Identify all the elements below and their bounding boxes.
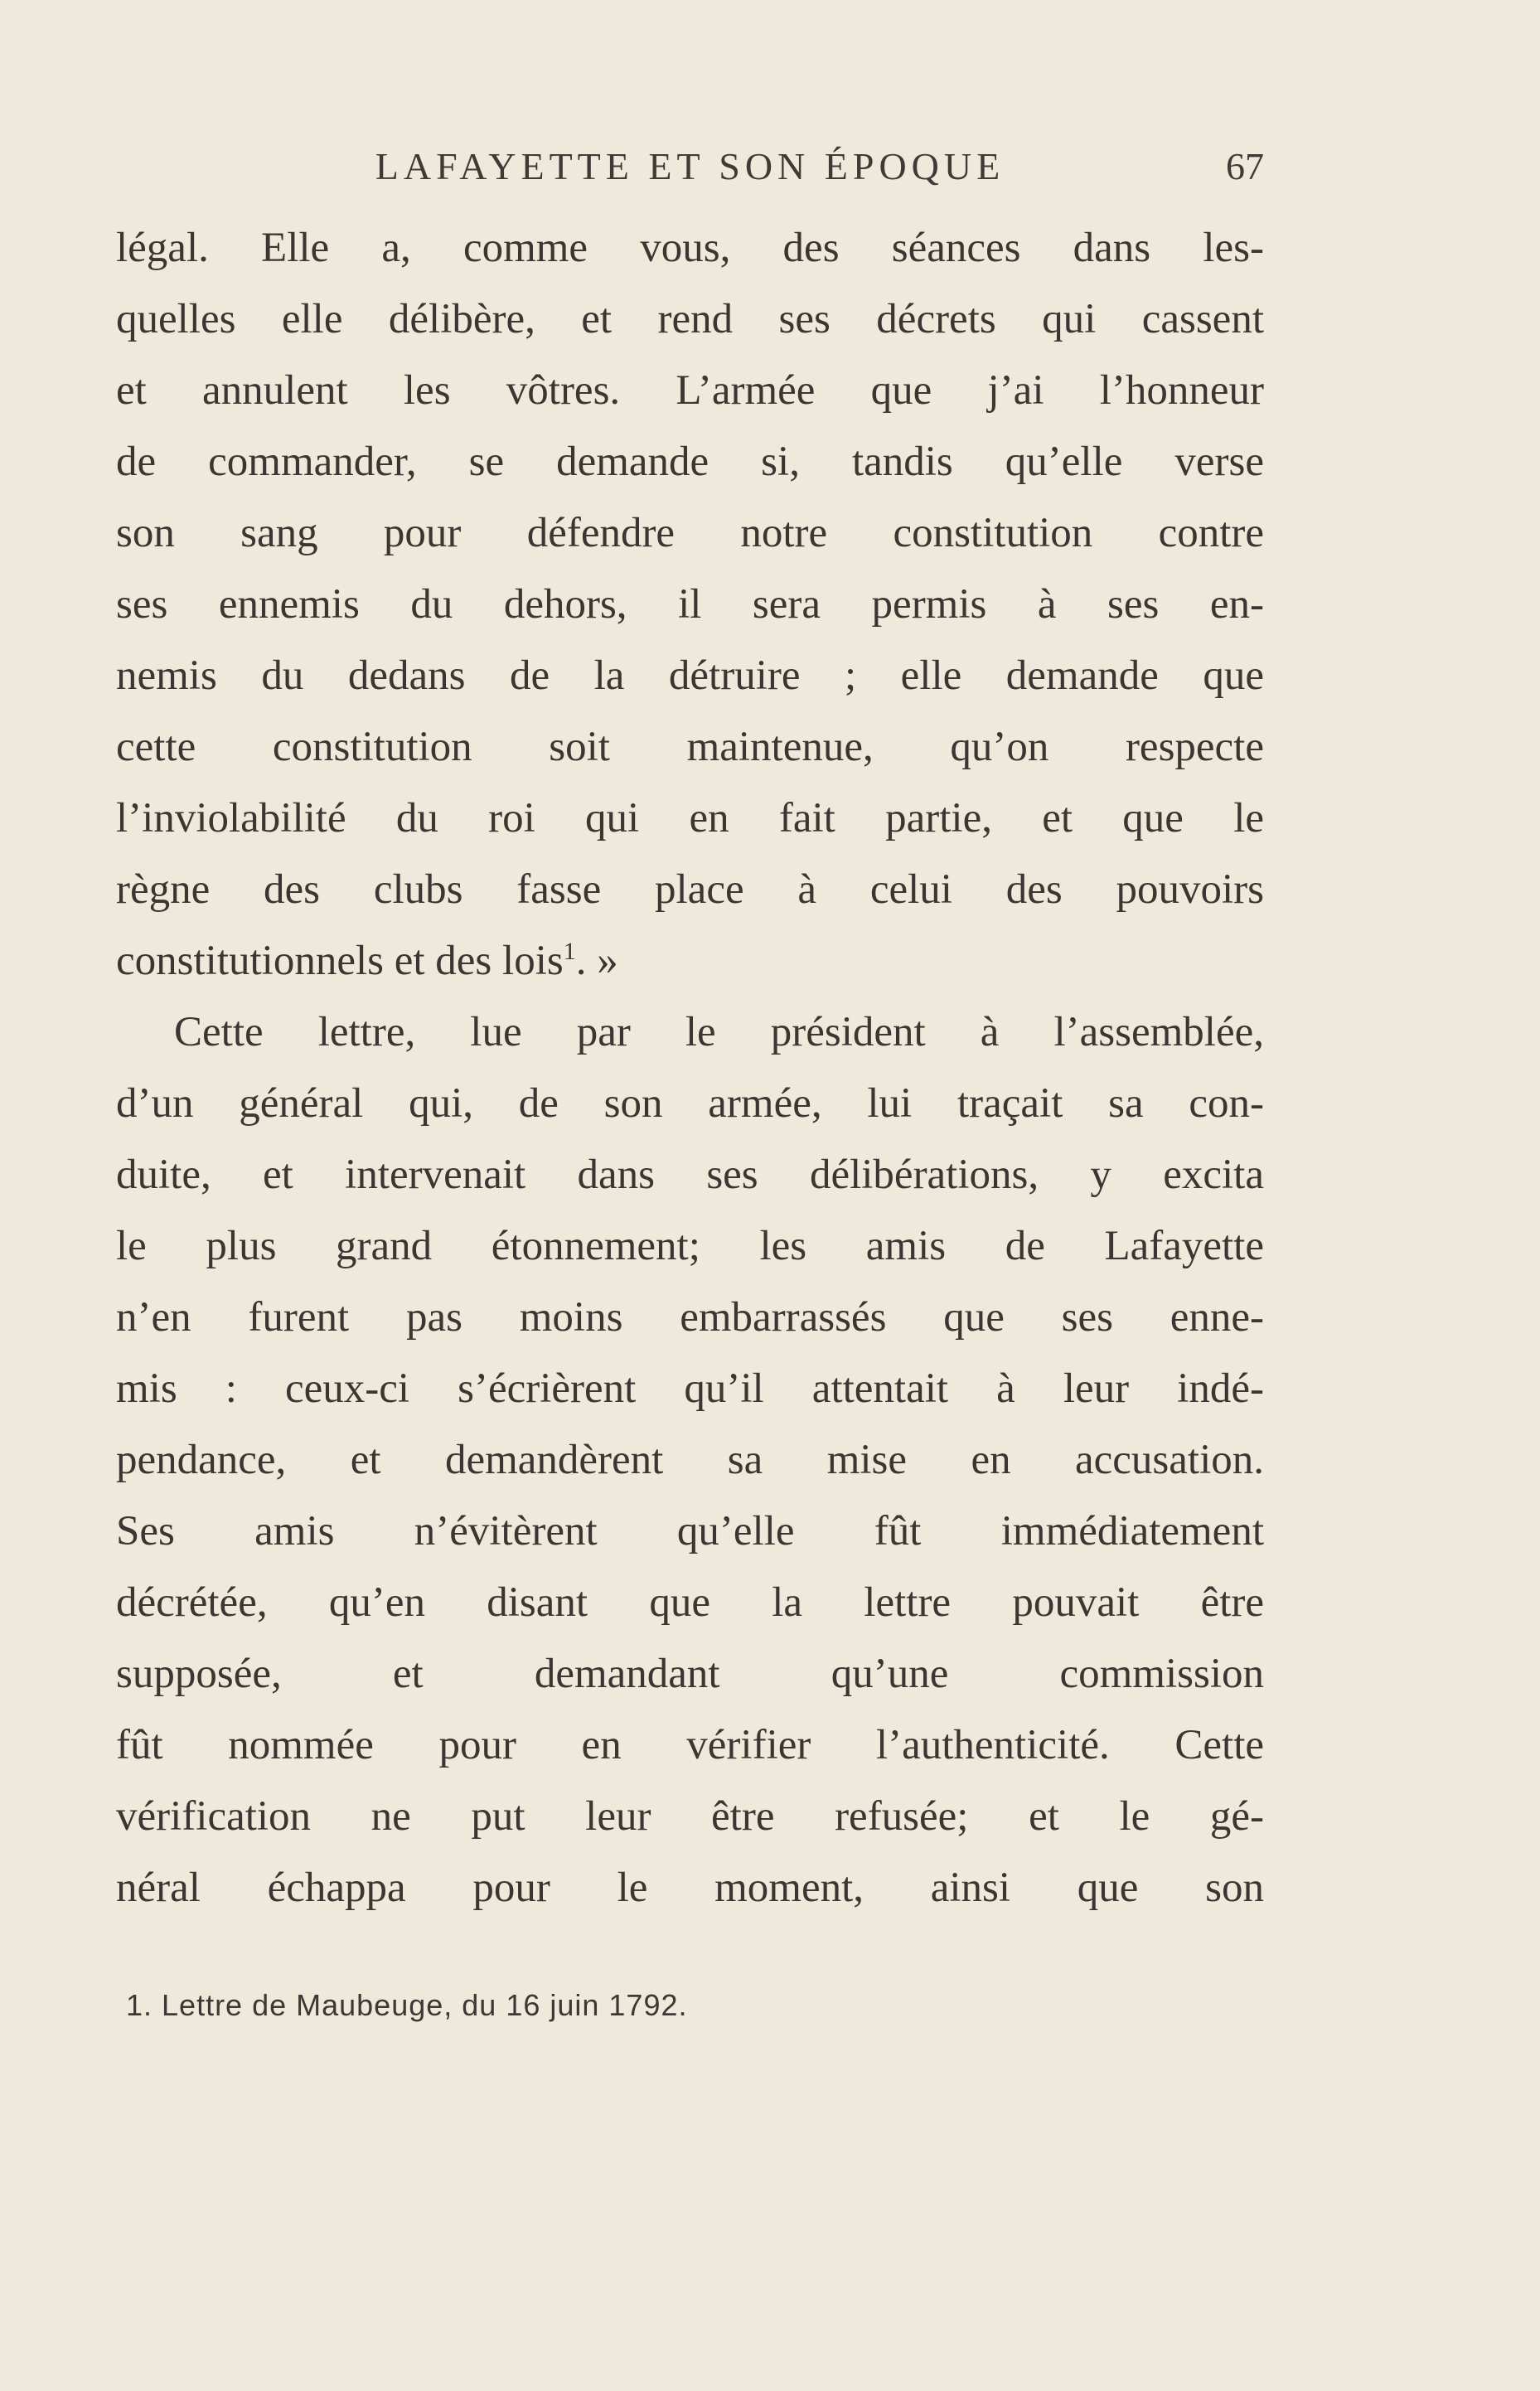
- paragraph-first-line: Cette lettre, lue par le président à l’assemblée,: [174, 1009, 1264, 1055]
- text-line: l’inviolabilité du roi qui en fait partie, et que le: [116, 795, 1264, 841]
- text-line: et annulent les vôtres. L’armée que j’ai l’honneur: [116, 367, 1264, 414]
- text-line: légal. Elle a, comme vous, des séances dans les-: [116, 225, 1264, 271]
- text-line: mis : ceux-ci s’écrièrent qu’il attentait à leur indé-: [116, 1365, 1264, 1412]
- footnote-reference: 1: [563, 938, 576, 965]
- running-head: [116, 139, 1264, 197]
- text-line: son sang pour défendre notre constitution contre: [116, 510, 1264, 556]
- footnote: 1. Lettre de Maubeuge, du 16 juin 1792.: [126, 1988, 688, 2022]
- text-line: d’un général qui, de son armée, lui traçait sa con-: [116, 1080, 1264, 1127]
- text-line: néral échappa pour le moment, ainsi que son: [116, 1865, 1264, 1911]
- text-line: duite, et intervenait dans ses délibérations, y excita: [116, 1152, 1264, 1198]
- page-number: 67: [1226, 145, 1264, 187]
- text-line: nemis du dedans de la détruire ; elle demande que: [116, 652, 1264, 699]
- text-line: vérification ne put leur être refusée; et le gé-: [116, 1793, 1264, 1840]
- text-line: fût nommée pour en vérifier l’authenticité. Cette: [116, 1722, 1264, 1768]
- running-title: LAFAYETTE ET SON ÉPOQUE: [375, 145, 1005, 187]
- quote-close: . »: [575, 938, 618, 984]
- text-line-with-footnote-ref: [116, 925, 1264, 997]
- text-line: supposée, et demandant qu’une commission: [116, 1651, 1264, 1697]
- text-line-content: constitutionnels et des lois: [116, 938, 564, 984]
- text-line: n’en furent pas moins embarrassés que ses enne-: [116, 1294, 1264, 1341]
- text-line: quelles elle délibère, et rend ses décrets qui cassent: [116, 296, 1264, 342]
- text-line: le plus grand étonnement; les amis de Lafayette: [116, 1223, 1264, 1269]
- text-line: cette constitution soit maintenue, qu’on respecte: [116, 724, 1264, 770]
- text-line: ses ennemis du dehors, il sera permis à ses en-: [116, 581, 1264, 628]
- text-line: pendance, et demandèrent sa mise en accusation.: [116, 1437, 1264, 1483]
- text-line: règne des clubs fasse place à celui des pouvoirs: [116, 866, 1264, 913]
- text-line: décrétée, qu’en disant que la lettre pouvait être: [116, 1579, 1264, 1626]
- body-text: [116, 212, 1264, 1923]
- text-line: Ses amis n’évitèrent qu’elle fût immédiatement: [116, 1508, 1264, 1554]
- text-line: de commander, se demande si, tandis qu’elle verse: [116, 439, 1264, 485]
